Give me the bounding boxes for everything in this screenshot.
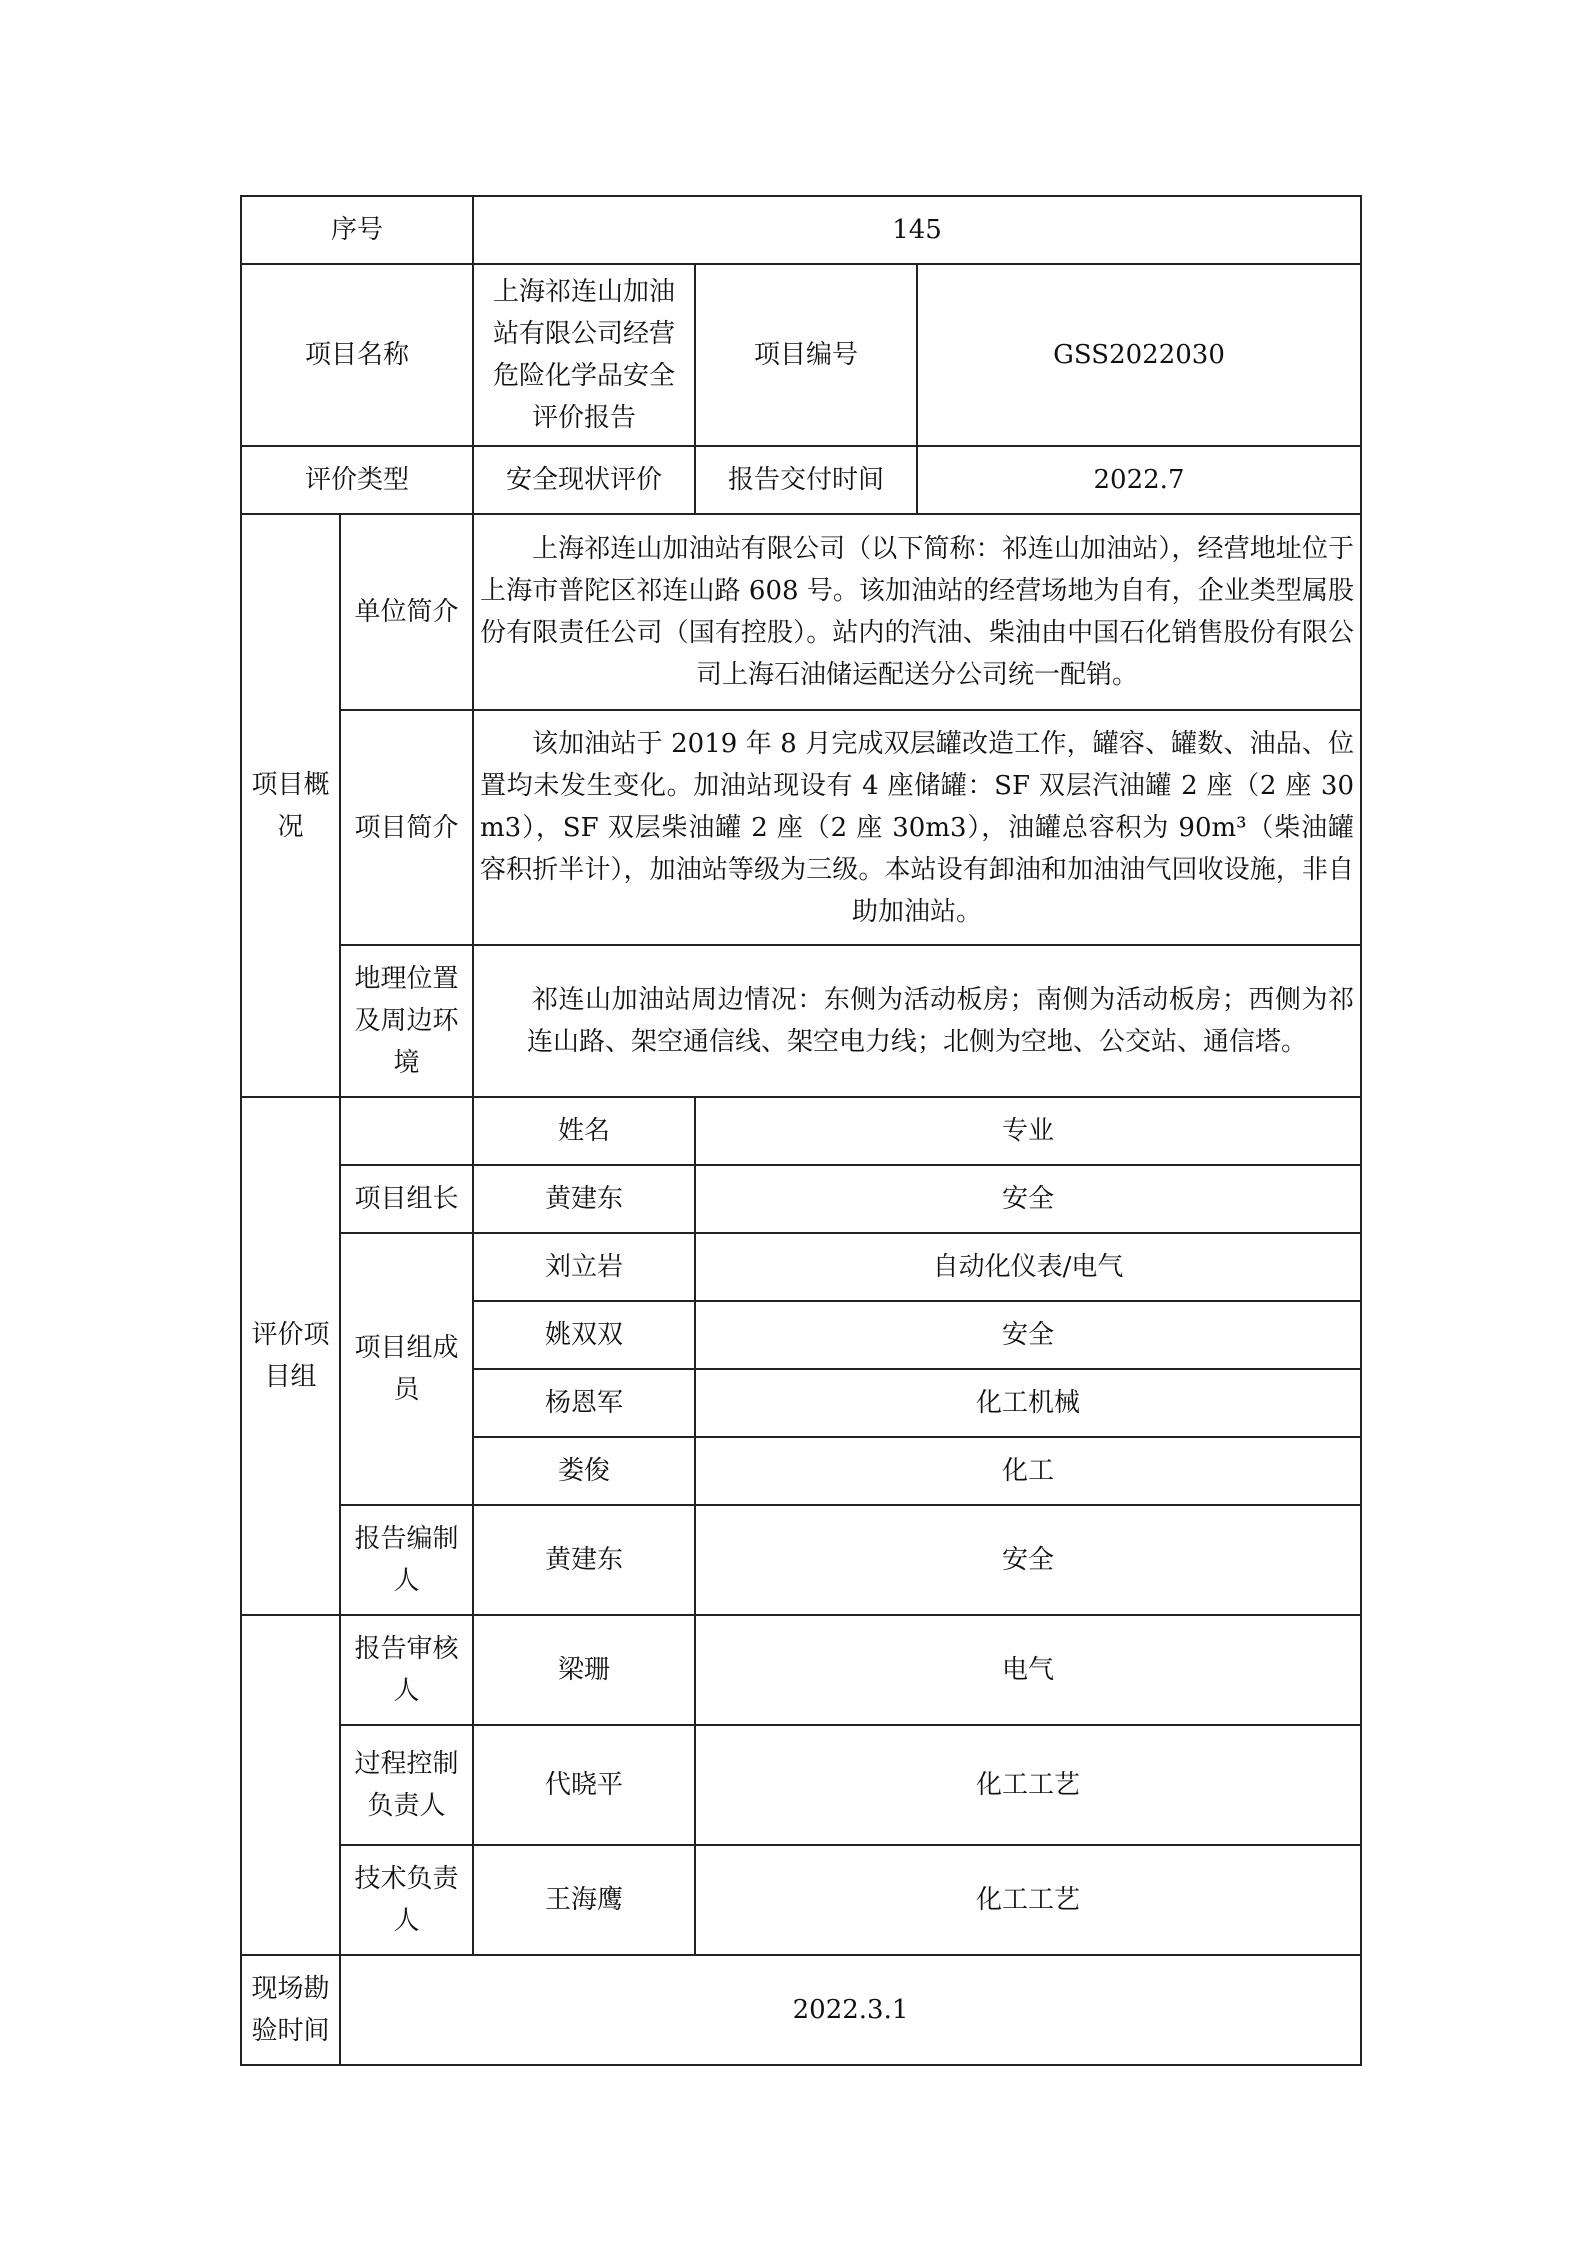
review-group-blank — [241, 1615, 340, 1955]
report-author-label: 报告编制人 — [340, 1505, 473, 1615]
unit-intro-text — [473, 514, 1361, 710]
row-sequence — [241, 196, 1361, 264]
project-name-value: 上海祁连山加油站有限公司经营危险化学品安全评价报告 — [473, 264, 695, 446]
project-intro-text — [473, 710, 1361, 945]
member-name: 刘立岩 — [473, 1233, 695, 1301]
evaluation-type-label: 评价类型 — [241, 446, 473, 514]
row-reviewer — [241, 1615, 1361, 1725]
member-name: 杨恩军 — [473, 1369, 695, 1437]
row-team-leader — [241, 1165, 1361, 1233]
reviewer-name: 梁珊 — [473, 1615, 695, 1725]
col-major-header: 专业 — [695, 1097, 1361, 1165]
unit-intro-label: 单位简介 — [340, 514, 473, 710]
overview-group-label: 项目概况 — [241, 514, 340, 1097]
row-member-1 — [241, 1233, 1361, 1301]
member-major: 自动化仪表/电气 — [695, 1233, 1361, 1301]
geo-env-label: 地理位置及周边环境 — [340, 945, 473, 1097]
member-major: 化工 — [695, 1437, 1361, 1505]
team-leader-name: 黄建东 — [473, 1165, 695, 1233]
member-name: 娄俊 — [473, 1437, 695, 1505]
row-project-intro — [241, 710, 1361, 945]
tech-lead-label: 技术负责人 — [340, 1845, 473, 1955]
geo-env-paragraph: 祁连山加油站周边情况：东侧为活动板房；南侧为活动板房；西侧为祁连山路、架空通信线、架空电力线；北侧为空地、公交站、通信塔。 — [527, 985, 1355, 1057]
member-major: 安全 — [695, 1301, 1361, 1369]
reviewer-label: 报告审核人 — [340, 1615, 473, 1725]
member-major: 化工机械 — [695, 1369, 1361, 1437]
row-team-header — [241, 1097, 1361, 1165]
process-control-major: 化工工艺 — [695, 1725, 1361, 1845]
row-geo-env — [241, 945, 1361, 1097]
report-author-major: 安全 — [695, 1505, 1361, 1615]
col-name-header: 姓名 — [473, 1097, 695, 1165]
project-intro-label: 项目简介 — [340, 710, 473, 945]
row-project-name — [241, 264, 1361, 446]
team-leader-label: 项目组长 — [340, 1165, 473, 1233]
survey-time-value: 2022.3.1 — [340, 1955, 1361, 2065]
evaluation-type-value: 安全现状评价 — [473, 446, 695, 514]
project-code-value: GSS2022030 — [917, 264, 1361, 446]
team-group-label: 评价项目组 — [241, 1097, 340, 1615]
delivery-time-value: 2022.7 — [917, 446, 1361, 514]
project-intro-paragraph: 该加油站于 2019 年 8 月完成双层罐改造工作，罐容、罐数、油品、位置均未发生变化。加油站现设有 4 座储罐：SF 双层汽油罐 2 座（2 座 30m3），SF 双层柴油罐 2 座（2 座 30m3），油罐总容积为 90m³（柴油罐容积折半计），加油站等级为三级。本站设有卸油和加油油气回收设施，非自助加油站。 — [480, 728, 1355, 927]
row-unit-intro — [241, 514, 1361, 710]
team-members-label: 项目组成员 — [340, 1233, 473, 1505]
seq-value: 145 — [473, 196, 1361, 264]
seq-label: 序号 — [241, 196, 473, 264]
project-name-label: 项目名称 — [241, 264, 473, 446]
unit-intro-paragraph: 上海祁连山加油站有限公司（以下简称：祁连山加油站），经营地址位于上海市普陀区祁连山路 608 号。该加油站的经营场地为自有，企业类型属股份有限责任公司（国有控股）。站内的汽油、柴油由中国石化销售股份有限公司上海石油储运配送分公司统一配销。 — [480, 534, 1355, 690]
report-author-name: 黄建东 — [473, 1505, 695, 1615]
row-tech-lead — [241, 1845, 1361, 1955]
process-control-label: 过程控制负责人 — [340, 1725, 473, 1845]
team-leader-major: 安全 — [695, 1165, 1361, 1233]
tech-lead-name: 王海鹰 — [473, 1845, 695, 1955]
team-header-blank — [340, 1097, 473, 1165]
survey-time-label: 现场勘验时间 — [241, 1955, 340, 2065]
row-evaluation-type — [241, 446, 1361, 514]
process-control-name: 代晓平 — [473, 1725, 695, 1845]
member-name: 姚双双 — [473, 1301, 695, 1369]
delivery-time-label: 报告交付时间 — [695, 446, 917, 514]
row-survey-time — [241, 1955, 1361, 2065]
project-code-label: 项目编号 — [695, 264, 917, 446]
row-process-control — [241, 1725, 1361, 1845]
reviewer-major: 电气 — [695, 1615, 1361, 1725]
row-report-author — [241, 1505, 1361, 1615]
evaluation-info-table — [240, 195, 1362, 2066]
tech-lead-major: 化工工艺 — [695, 1845, 1361, 1955]
geo-env-text — [473, 945, 1361, 1097]
